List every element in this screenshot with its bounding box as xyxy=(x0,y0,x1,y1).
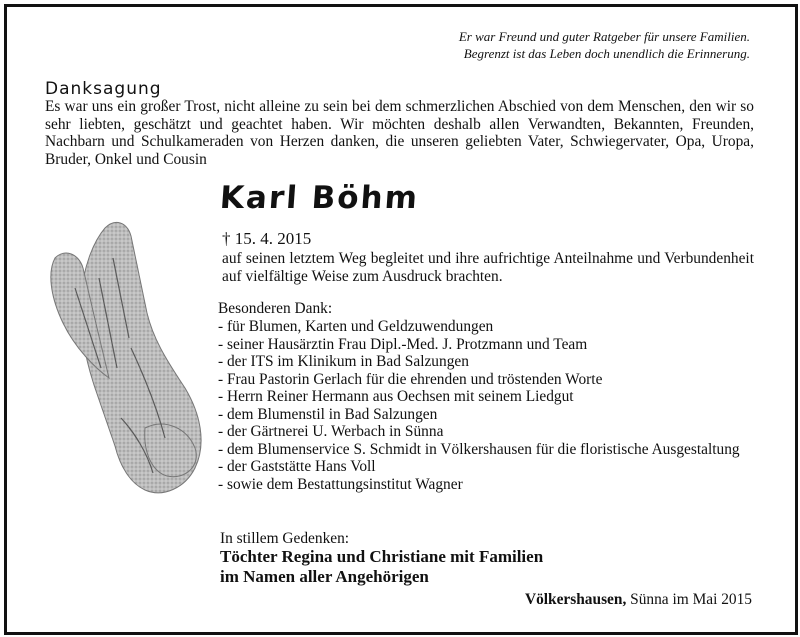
place-rest: Sünna im Mai 2015 xyxy=(626,591,752,608)
list-item: - Herrn Reiner Hermann aus Oechsen mit seinem Liedgut xyxy=(218,388,574,405)
memory-line: In stillem Gedenken: xyxy=(220,530,350,547)
deceased-name: Karl Böhm xyxy=(218,180,421,216)
list-item: - dem Blumenservice S. Schmidt in Völkershausen für die floristische Ausgestaltung xyxy=(218,440,740,458)
motto xyxy=(459,28,750,62)
intro-paragraph: Es war uns ein großer Trost, nicht alleine zu sein bei dem schmerzlichen Abschied von dem Menschen, den wir so sehr liebten, geschätzt und geachtet haben. Wir möchten deshalb allen Verwandten, Bekannten, Freunden, Nachbarn und Schulkameraden von Herzen danken, die unseren geliebten Vater, Schwiegervater, Opa, Uropa, Bruder, Onkel und Cousin xyxy=(45,98,754,168)
list-item: - für Blumen, Karten und Geldzuwendungen xyxy=(218,318,494,335)
place-date xyxy=(525,591,752,609)
place-bold: Völkershausen, xyxy=(524,591,627,608)
motto-line-2: Begrenzt ist das Leben doch unendlich die Erinnerung. xyxy=(463,46,750,61)
death-date: † 15. 4. 2015 xyxy=(222,229,312,248)
list-item: - Frau Pastorin Gerlach für die ehrenden und tröstenden Worte xyxy=(218,370,603,388)
special-thanks-title: Besonderen Dank: xyxy=(218,300,333,317)
signers-line-1: Töchter Regina und Christiane mit Familien xyxy=(220,547,544,566)
motto-line-1: Er war Freund und guter Ratgeber für unsere Familien. xyxy=(458,29,750,44)
thanks-paragraph: auf seinen letztem Weg begleitet und ihre aufrichtige Anteilnahme und Verbundenheit auf vielfältige Weise zum Ausdruck brachten. xyxy=(222,250,754,285)
list-item: - dem Blumenstil in Bad Salzungen xyxy=(218,405,438,423)
heading-danksagung: Danksagung xyxy=(45,79,162,99)
list-item: - seiner Hausärztin Frau Dipl.-Med. J. Protzmann und Team xyxy=(218,335,588,353)
list-item: - der ITS im Klinikum in Bad Salzungen xyxy=(218,353,469,370)
list-item: - der Gaststätte Hans Voll xyxy=(218,458,376,475)
special-thanks-list xyxy=(218,318,758,493)
list-item: - sowie dem Bestattungsinstitut Wagner xyxy=(218,475,463,493)
praying-hands-icon xyxy=(35,218,215,503)
signers-line-2: im Namen aller Angehörigen xyxy=(220,567,429,586)
signers xyxy=(220,547,543,587)
list-item: - der Gärtnerei U. Werbach in Sünna xyxy=(218,423,444,440)
